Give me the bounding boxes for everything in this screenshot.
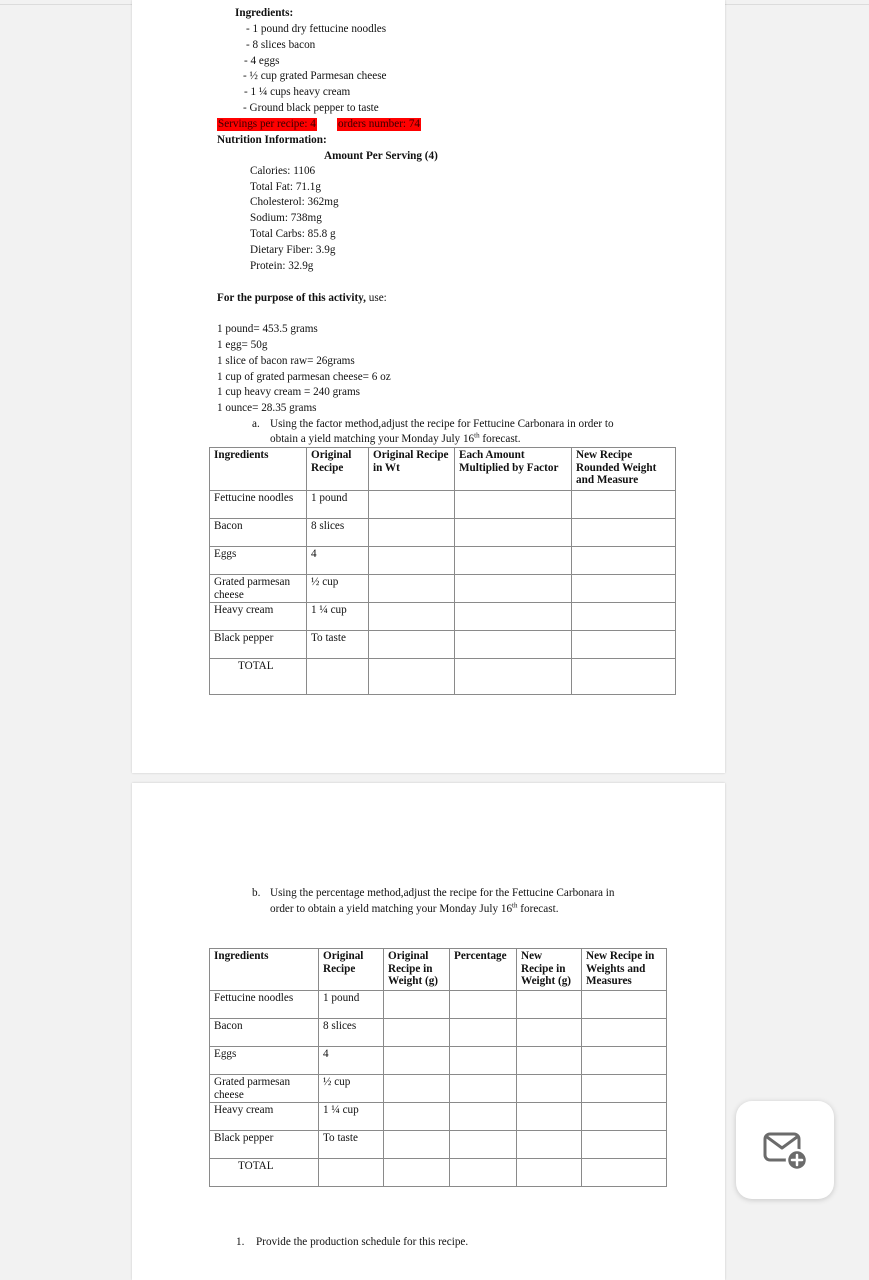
conversion-line: 1 ounce= 28.35 grams	[217, 402, 317, 414]
original-recipe-cell: 4	[319, 1047, 384, 1075]
original-recipe-cell: ½ cup	[307, 575, 369, 603]
empty-cell[interactable]	[582, 991, 667, 1019]
ingredient-cell: Bacon	[210, 1019, 319, 1047]
empty-cell[interactable]	[582, 1019, 667, 1047]
ingredient-cell: Heavy cream	[210, 1103, 319, 1131]
table-row	[210, 991, 667, 1019]
empty-cell[interactable]	[517, 1159, 582, 1187]
header-ingredients: Ingredients	[210, 949, 319, 991]
header-new-recipe-measures: New Recipe in Weights and Measures	[582, 949, 667, 991]
question-a-text: obtain a yield matching your Monday July 16	[270, 433, 475, 445]
ingredient-line: - 1 ¼ cups heavy cream	[244, 86, 351, 98]
ingredient-cell: Black pepper	[210, 631, 307, 659]
table-row	[210, 1131, 667, 1159]
empty-cell[interactable]	[455, 519, 572, 547]
question-b-sup: th	[512, 901, 518, 910]
header-new-recipe-weight: New Recipe in Weight (g)	[517, 949, 582, 991]
table-row	[210, 1019, 667, 1047]
empty-cell[interactable]	[450, 1103, 517, 1131]
question-1-marker: 1.	[236, 1236, 245, 1248]
table-row	[210, 603, 676, 631]
ingredient-line: - 1 pound dry fettucine noodles	[246, 23, 387, 35]
nutrition-line: Sodium: 738mg	[250, 212, 322, 224]
purpose-bold: For the purpose of this activity,	[217, 292, 366, 304]
empty-cell[interactable]	[450, 1159, 517, 1187]
empty-cell[interactable]	[582, 1131, 667, 1159]
question-1-text: Provide the production schedule for this recipe.	[256, 1236, 469, 1248]
empty-cell[interactable]	[450, 1019, 517, 1047]
empty-cell[interactable]	[384, 1103, 450, 1131]
empty-cell[interactable]	[582, 1047, 667, 1075]
ingredient-cell: Eggs	[210, 1047, 319, 1075]
nutrition-line: Dietary Fiber: 3.9g	[250, 244, 336, 256]
empty-cell[interactable]	[572, 575, 676, 603]
header-percentage: Percentage	[450, 949, 517, 991]
empty-cell[interactable]	[384, 1019, 450, 1047]
question-b-line2	[270, 903, 559, 916]
original-recipe-cell: To taste	[307, 631, 369, 659]
original-recipe-cell: To taste	[319, 1131, 384, 1159]
original-recipe-cell: 1 pound	[319, 991, 384, 1019]
table-row	[210, 547, 676, 575]
nutrition-line: Total Carbs: 85.8 g	[250, 228, 336, 240]
empty-cell[interactable]	[384, 991, 450, 1019]
table-row-total	[210, 659, 676, 695]
header-original-recipe: Original Recipe	[307, 448, 369, 491]
original-recipe-cell: 1 ¼ cup	[307, 603, 369, 631]
ingredient-line: - Ground black pepper to taste	[243, 102, 379, 114]
ingredient-cell: Bacon	[210, 519, 307, 547]
ingredient-cell: Black pepper	[210, 1131, 319, 1159]
empty-cell[interactable]	[369, 575, 455, 603]
empty-cell[interactable]	[369, 519, 455, 547]
question-a-text-end: forecast.	[479, 433, 521, 445]
ingredient-cell: Grated parmesan cheese	[210, 1075, 319, 1103]
mail-add-button[interactable]	[736, 1101, 834, 1199]
original-recipe-cell: 8 slices	[307, 519, 369, 547]
empty-cell[interactable]	[582, 1159, 667, 1187]
original-recipe-cell: 1 ¼ cup	[319, 1103, 384, 1131]
original-recipe-cell: 8 slices	[319, 1019, 384, 1047]
ingredients-heading: Ingredients:	[235, 7, 294, 19]
empty-cell[interactable]	[455, 631, 572, 659]
empty-cell[interactable]	[517, 991, 582, 1019]
ingredient-cell: Eggs	[210, 547, 307, 575]
nutrition-line: Protein: 32.9g	[250, 260, 314, 272]
empty-cell[interactable]	[384, 1131, 450, 1159]
empty-cell[interactable]	[517, 1131, 582, 1159]
table-row-total	[210, 1159, 667, 1187]
original-recipe-cell: ½ cup	[319, 1075, 384, 1103]
conversion-line: 1 cup of grated parmesan cheese= 6 oz	[217, 371, 391, 383]
empty-cell[interactable]	[384, 1159, 450, 1187]
empty-cell[interactable]	[369, 547, 455, 575]
header-new-recipe: New Recipe Rounded Weight and Measure	[572, 448, 676, 491]
empty-cell[interactable]	[517, 1075, 582, 1103]
question-a-line2	[270, 433, 521, 446]
original-recipe-cell: 4	[307, 547, 369, 575]
question-a-sup: th	[474, 431, 480, 440]
empty-cell[interactable]	[450, 1131, 517, 1159]
empty-cell[interactable]	[455, 603, 572, 631]
empty-cell[interactable]	[319, 1159, 384, 1187]
empty-cell[interactable]	[455, 491, 572, 519]
question-b-marker: b.	[252, 887, 261, 899]
question-b-line1: Using the percentage method,adjust the recipe for the Fettucine Carbonara in	[270, 887, 615, 899]
empty-cell[interactable]	[582, 1103, 667, 1131]
empty-cell[interactable]	[572, 659, 676, 695]
ingredient-line: - 4 eggs	[244, 55, 280, 67]
purpose-rest: use:	[365, 292, 387, 304]
empty-cell[interactable]	[307, 659, 369, 695]
document-page-2	[132, 783, 725, 1280]
table-row	[210, 519, 676, 547]
table-row	[210, 631, 676, 659]
nutrition-line: Total Fat: 71.1g	[250, 181, 321, 193]
empty-cell[interactable]	[455, 659, 572, 695]
conversion-line: 1 cup heavy cream = 240 grams	[217, 386, 360, 398]
factor-method-table	[209, 447, 676, 695]
empty-cell[interactable]	[455, 547, 572, 575]
table-row	[210, 1103, 667, 1131]
conversion-line: 1 pound= 453.5 grams	[217, 323, 318, 335]
ingredient-cell: Fettucine noodles	[210, 991, 319, 1019]
empty-cell[interactable]	[517, 1019, 582, 1047]
empty-cell[interactable]	[369, 491, 455, 519]
empty-cell[interactable]	[582, 1075, 667, 1103]
table-row	[210, 1075, 667, 1103]
empty-cell[interactable]	[572, 491, 676, 519]
total-cell: TOTAL	[210, 659, 307, 695]
empty-cell[interactable]	[517, 1103, 582, 1131]
total-cell: TOTAL	[210, 1159, 319, 1187]
empty-cell[interactable]	[572, 547, 676, 575]
purpose-line	[217, 292, 387, 305]
ingredient-line: - 8 slices bacon	[246, 39, 316, 51]
empty-cell[interactable]	[455, 575, 572, 603]
empty-cell[interactable]	[450, 1075, 517, 1103]
servings-highlight: Servings per recipe: 4	[218, 118, 316, 130]
header-original-recipe-weight: Original Recipe in Weight (g)	[384, 949, 450, 991]
empty-cell[interactable]	[369, 631, 455, 659]
empty-cell[interactable]	[450, 991, 517, 1019]
table-row	[210, 575, 676, 603]
percentage-method-table	[209, 948, 667, 1187]
ingredient-cell: Grated parmesan cheese	[210, 575, 307, 603]
question-a-line1: Using the factor method,adjust the recipe for Fettucine Carbonara in order to	[270, 418, 614, 430]
empty-cell[interactable]	[572, 603, 676, 631]
ingredient-line: - ½ cup grated Parmesan cheese	[243, 70, 387, 82]
empty-cell[interactable]	[572, 631, 676, 659]
empty-cell[interactable]	[517, 1047, 582, 1075]
conversion-line: 1 egg= 50g	[217, 339, 268, 351]
empty-cell[interactable]	[572, 519, 676, 547]
mail-add-icon	[761, 1128, 809, 1172]
conversion-line: 1 slice of bacon raw= 26grams	[217, 355, 355, 367]
ingredient-cell: Fettucine noodles	[210, 491, 307, 519]
original-recipe-cell: 1 pound	[307, 491, 369, 519]
question-a-marker: a.	[252, 418, 260, 430]
question-b-text-end: forecast.	[517, 903, 559, 915]
nutrition-line: Cholesterol: 362mg	[250, 196, 339, 208]
question-b-text: order to obtain a yield matching your Monday July 16	[270, 903, 513, 915]
table-row	[210, 1047, 667, 1075]
nutrition-line: Calories: 1106	[250, 165, 316, 177]
table-row	[210, 491, 676, 519]
header-original-recipe-wt: Original Recipe in Wt	[369, 448, 455, 491]
ingredient-cell: Heavy cream	[210, 603, 307, 631]
empty-cell[interactable]	[384, 1047, 450, 1075]
empty-cell[interactable]	[369, 659, 455, 695]
orders-highlight: orders number: 74	[338, 118, 421, 130]
empty-cell[interactable]	[384, 1075, 450, 1103]
document-page-1	[132, 0, 725, 773]
header-multiplied-by-factor: Each Amount Multiplied by Factor	[455, 448, 572, 491]
header-ingredients: Ingredients	[210, 448, 307, 491]
header-original-recipe: Original Recipe	[319, 949, 384, 991]
empty-cell[interactable]	[369, 603, 455, 631]
amount-per-serving: Amount Per Serving (4)	[324, 150, 438, 162]
nutrition-heading: Nutrition Information:	[217, 134, 327, 146]
empty-cell[interactable]	[450, 1047, 517, 1075]
